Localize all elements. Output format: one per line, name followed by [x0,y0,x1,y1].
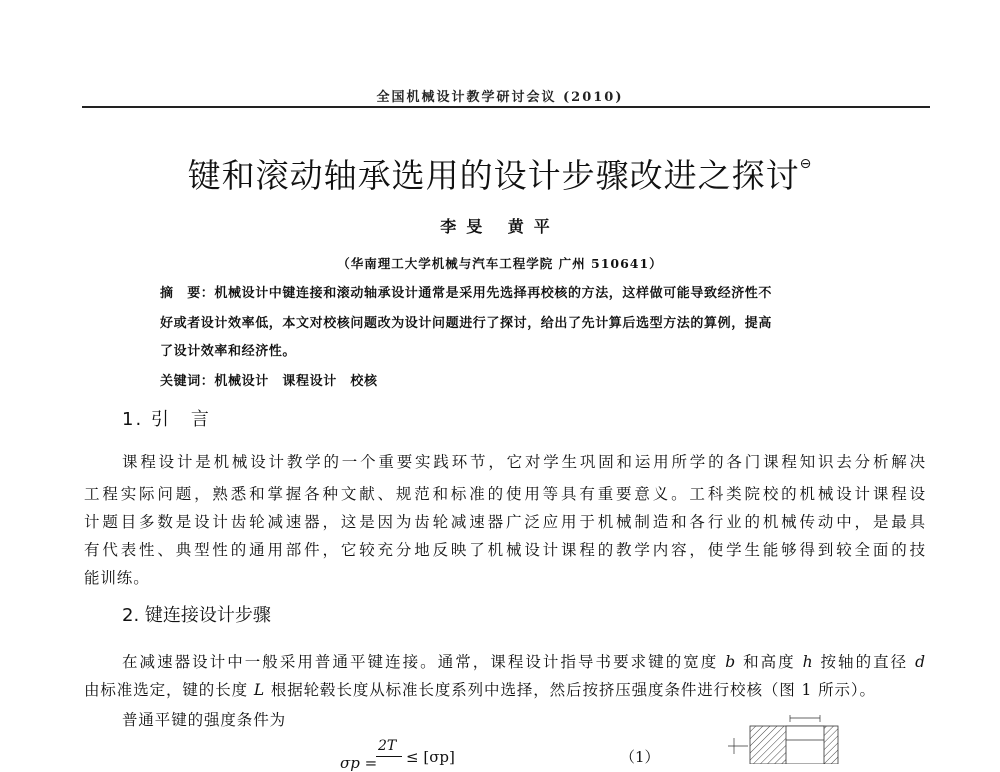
equation-number: （1） [620,748,660,766]
math-variable: b [725,653,737,671]
equation-lhs: σp = [340,754,378,772]
body-text-line: 课程设计是机械设计教学的一个重要实践环节，它对学生巩固和运用所学的各门课程知识去分析解决 [122,453,926,471]
abstract-line [160,282,860,301]
text-run: 在减速器设计中一般采用普通平键连接。通常，课程设计指导书要求键的宽度 [122,653,726,671]
running-head: 全国机械设计教学研讨会议 (2010) [376,90,624,105]
abstract-line: 了设计效率和经济性。 [160,344,297,359]
equation [330,736,470,772]
keywords-items: 机械设计 课程设计 校核 [214,374,378,389]
body-text-line: 能训练。 [84,569,150,587]
text-run: 根据轮毂长度从标准长度系列中选择，然后按挤压强度条件进行校核（图 1 所示）。 [265,681,876,699]
equation-rhs: ≤ [σp] [406,748,455,766]
body-text-line [122,650,926,672]
text-run: 由标准选定，键的长度 [84,681,254,699]
body-text-line: 有代表性、典型性的通用部件，它较充分地反映了机械设计课程的教学内容，使学生能够得到较全面的技 [84,541,926,559]
text-run: 按轴的直径 [813,653,916,671]
figure-key-diagram [720,712,840,764]
fraction-bar [376,756,402,757]
header-rule [82,106,930,108]
math-variable: L [253,681,266,699]
abstract-text: 机械设计中键连接和滚动轴承设计通常是采用先选择再校核的方法，这样做可能导致经济性不 [214,286,773,301]
body-text-line: 普通平键的强度条件为 [122,711,287,729]
math-variable: d [915,653,926,671]
body-text-line: 计题目多数是设计齿轮减速器，这是因为齿轮减速器广泛应用于机械制造和各行业的机械传动中，是最具 [84,513,926,531]
math-variable: h [802,653,814,671]
body-text-line [84,678,926,700]
body-text-line: 工程实际问题，熟悉和掌握各种文献、规范和标准的使用等具有重要意义。工科类院校的机械设计课程设 [84,485,926,503]
text-run: 和高度 [736,653,803,671]
section-heading: 1. 引 言 [122,409,211,430]
section-heading: 2. 键连接设计步骤 [122,605,271,626]
authors: 李旻 黄平 [440,217,560,236]
title-footnote-mark: ⊖ [799,156,813,172]
paper-title [0,150,1000,197]
keywords [160,370,860,389]
equation-numerator: 2T [378,738,397,754]
title-text: 键和滚动轴承选用的设计步骤改进之探讨 [187,156,800,195]
abstract-label: 摘 要： [160,286,215,301]
affiliation: （华南理工大学机械与汽车工程学院 广州 510641） [337,256,663,271]
figure-key-drawing [728,715,838,764]
keywords-label: 关键词： [160,374,215,389]
abstract-line: 好或者设计效率低，本文对校核问题改为设计问题进行了探讨，给出了先计算后选型方法的算例，提高 [160,316,773,331]
